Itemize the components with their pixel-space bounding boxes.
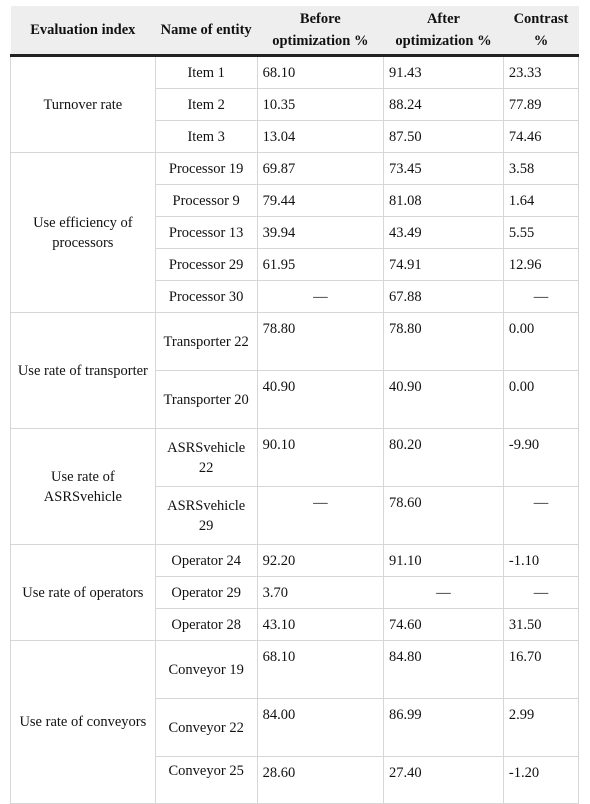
before-cell: 28.60 xyxy=(257,757,383,804)
after-cell: 91.43 xyxy=(384,56,504,89)
before-cell: 3.70 xyxy=(257,577,383,609)
after-cell: 78.60 xyxy=(384,487,504,545)
after-cell: 74.60 xyxy=(384,609,504,641)
contrast-cell: — xyxy=(503,487,578,545)
after-cell: 88.24 xyxy=(384,89,504,121)
entity-name-cell: Operator 28 xyxy=(155,609,257,641)
evaluation-index-cell: Use rate of transporter xyxy=(11,313,156,429)
after-cell: 80.20 xyxy=(384,429,504,487)
contrast-cell: 23.33 xyxy=(503,56,578,89)
table-row xyxy=(11,641,579,699)
entity-name-cell: Item 1 xyxy=(155,56,257,89)
evaluation-index-cell: Turnover rate xyxy=(11,56,156,153)
contrast-cell: 5.55 xyxy=(503,217,578,249)
contrast-cell: 3.58 xyxy=(503,153,578,185)
header-row xyxy=(11,6,579,56)
after-cell: 81.08 xyxy=(384,185,504,217)
contrast-cell: -9.90 xyxy=(503,429,578,487)
before-cell: — xyxy=(257,487,383,545)
entity-name-cell: Processor 9 xyxy=(155,185,257,217)
after-cell: 67.88 xyxy=(384,281,504,313)
after-cell: 86.99 xyxy=(384,699,504,757)
contrast-cell: — xyxy=(503,577,578,609)
before-cell: 84.00 xyxy=(257,699,383,757)
entity-name-cell: Conveyor 19 xyxy=(155,641,257,699)
entity-name-cell: Transporter 20 xyxy=(155,371,257,429)
before-cell: 69.87 xyxy=(257,153,383,185)
header-contrast: Contrast % xyxy=(503,6,578,56)
before-cell: 10.35 xyxy=(257,89,383,121)
table-body xyxy=(11,56,579,804)
contrast-cell: 16.70 xyxy=(503,641,578,699)
before-cell: 79.44 xyxy=(257,185,383,217)
entity-name-cell: Operator 29 xyxy=(155,577,257,609)
contrast-cell: — xyxy=(503,281,578,313)
after-cell: 87.50 xyxy=(384,121,504,153)
after-cell: 40.90 xyxy=(384,371,504,429)
contrast-cell: 0.00 xyxy=(503,371,578,429)
entity-name-cell: Conveyor 25 xyxy=(155,757,257,804)
table-row xyxy=(11,153,579,185)
entity-name-cell: Item 2 xyxy=(155,89,257,121)
before-cell: 78.80 xyxy=(257,313,383,371)
before-cell: 61.95 xyxy=(257,249,383,281)
entity-name-cell: ASRSvehicle 29 xyxy=(155,487,257,545)
header-before: Before optimization % xyxy=(257,6,383,56)
before-cell: 39.94 xyxy=(257,217,383,249)
after-cell: 74.91 xyxy=(384,249,504,281)
entity-name-cell: Processor 13 xyxy=(155,217,257,249)
before-cell: 43.10 xyxy=(257,609,383,641)
before-cell: 40.90 xyxy=(257,371,383,429)
entity-name-cell: Conveyor 22 xyxy=(155,699,257,757)
before-cell: 90.10 xyxy=(257,429,383,487)
contrast-cell: 31.50 xyxy=(503,609,578,641)
contrast-cell: 12.96 xyxy=(503,249,578,281)
after-cell: 78.80 xyxy=(384,313,504,371)
evaluation-index-cell: Use rate of ASRSvehicle xyxy=(11,429,156,545)
after-cell: — xyxy=(384,577,504,609)
after-cell: 84.80 xyxy=(384,641,504,699)
header-entity-name: Name of entity xyxy=(155,6,257,56)
evaluation-index-cell: Use rate of operators xyxy=(11,545,156,641)
header-after: After optimization % xyxy=(384,6,504,56)
entity-name-cell: Item 3 xyxy=(155,121,257,153)
after-cell: 91.10 xyxy=(384,545,504,577)
contrast-cell: -1.20 xyxy=(503,757,578,804)
evaluation-index-cell: Use rate of conveyors xyxy=(11,641,156,804)
entity-name-cell: Transporter 22 xyxy=(155,313,257,371)
table-row xyxy=(11,545,579,577)
entity-name-cell: ASRSvehicle 22 xyxy=(155,429,257,487)
entity-name-cell: Processor 30 xyxy=(155,281,257,313)
after-cell: 27.40 xyxy=(384,757,504,804)
contrast-cell: 1.64 xyxy=(503,185,578,217)
optimization-table xyxy=(10,6,579,804)
after-cell: 43.49 xyxy=(384,217,504,249)
contrast-cell: 74.46 xyxy=(503,121,578,153)
before-cell: 68.10 xyxy=(257,641,383,699)
entity-name-cell: Operator 24 xyxy=(155,545,257,577)
before-cell: 68.10 xyxy=(257,56,383,89)
after-cell: 73.45 xyxy=(384,153,504,185)
contrast-cell: 2.99 xyxy=(503,699,578,757)
before-cell: — xyxy=(257,281,383,313)
before-cell: 13.04 xyxy=(257,121,383,153)
contrast-cell: -1.10 xyxy=(503,545,578,577)
table-row xyxy=(11,313,579,371)
before-cell: 92.20 xyxy=(257,545,383,577)
table-row xyxy=(11,56,579,89)
table-row xyxy=(11,429,579,487)
evaluation-index-cell: Use efficiency of processors xyxy=(11,153,156,313)
entity-name-cell: Processor 19 xyxy=(155,153,257,185)
contrast-cell: 77.89 xyxy=(503,89,578,121)
contrast-cell: 0.00 xyxy=(503,313,578,371)
header-evaluation-index: Evaluation index xyxy=(11,6,156,56)
entity-name-cell: Processor 29 xyxy=(155,249,257,281)
